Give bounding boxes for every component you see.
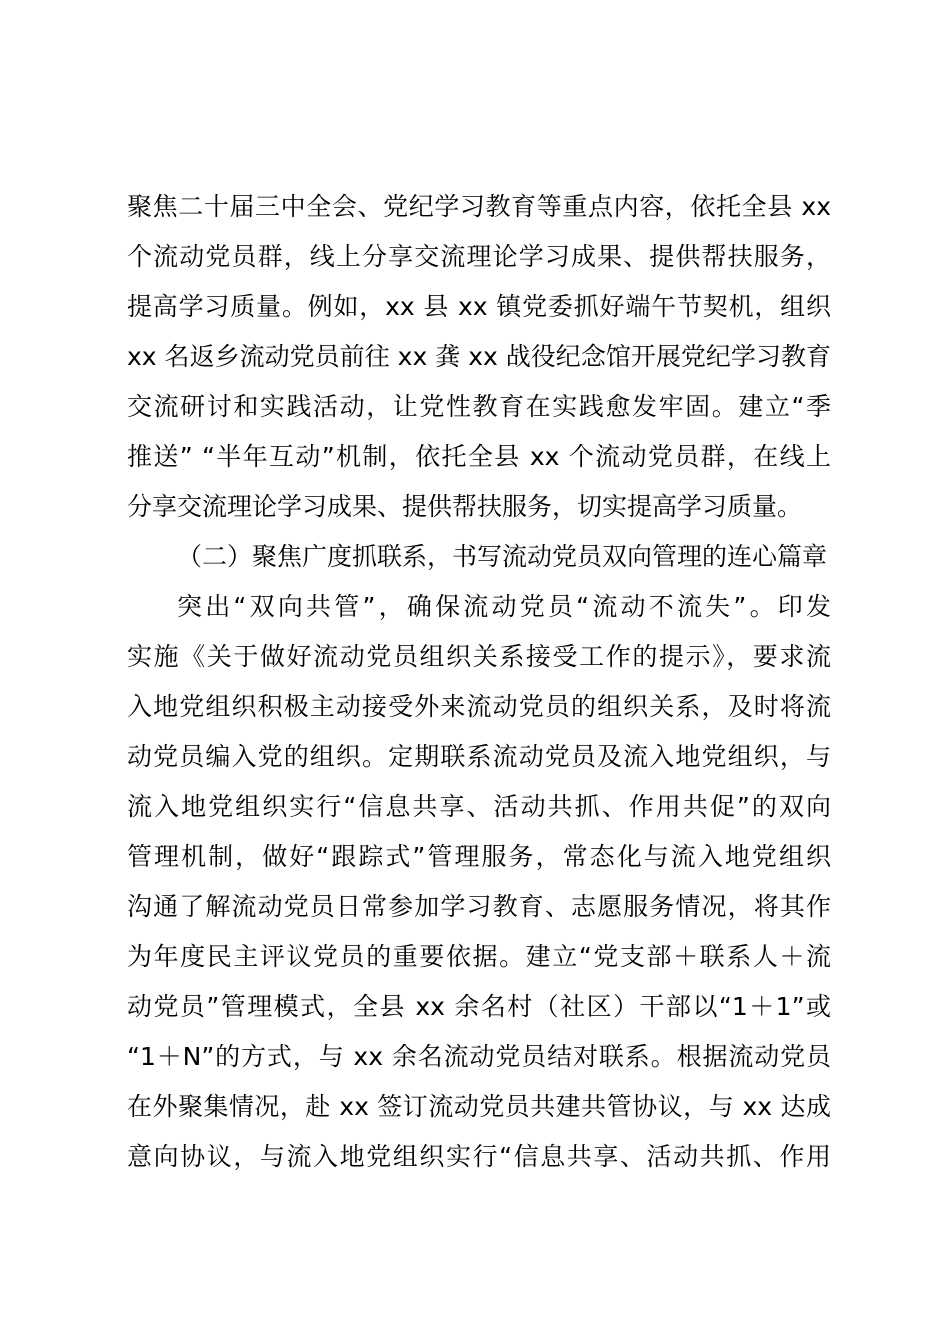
paragraph-line: 聚焦二十届三中全会、党纪学习教育等重点内容，依托全县 xx xyxy=(127,192,831,221)
paragraph-line: 提高学习质量。例如，xx 县 xx 镇党委抓好端午节契机，组织 xyxy=(127,292,831,321)
paragraph-line: 管理机制，做好“跟踪式”管理服务，常态化与流入地党组织 xyxy=(127,842,831,871)
paragraph-line: 动党员”管理模式，全县 xx 余名村（社区）干部以“1＋1”或 xyxy=(127,992,831,1021)
paragraph-line: 动党员编入党的组织。定期联系流动党员及流入地党组织，与 xyxy=(127,742,831,771)
paragraph-line: 推送” “半年互动”机制，依托全县 xx 个流动党员群，在线上 xyxy=(127,442,831,471)
paragraph-2 xyxy=(127,582,831,1182)
section-heading: （二）聚焦广度抓联系，书写流动党员双向管理的连心篇章 xyxy=(177,542,828,571)
paragraph-line: 个流动党员群，线上分享交流理论学习成果、提供帮扶服务， xyxy=(127,242,831,271)
paragraph-line: 入地党组织积极主动接受外来流动党员的组织关系，及时将流 xyxy=(127,692,831,721)
paragraph-line: 在外聚集情况，赴 xx 签订流动党员共建共管协议，与 xx 达成 xyxy=(127,1092,831,1121)
document-page xyxy=(127,182,831,1182)
paragraph-line: 分享交流理论学习成果、提供帮扶服务，切实提高学习质量。 xyxy=(127,492,803,521)
paragraph-line: 实施《关于做好流动党员组织关系接受工作的提示》，要求流 xyxy=(127,642,831,671)
paragraph-line: 沟通了解流动党员日常参加学习教育、志愿服务情况，将其作 xyxy=(127,892,831,921)
paragraph-line: 交流研讨和实践活动，让党性教育在实践愈发牢固。建立“季 xyxy=(127,392,831,421)
paragraph-line: “1＋N”的方式，与 xx 余名流动党员结对联系。根据流动党员 xyxy=(127,1042,831,1071)
paragraph-line: 意向协议，与流入地党组织实行“信息共享、活动共抓、作用 xyxy=(127,1142,831,1171)
paragraph-1 xyxy=(127,182,831,532)
paragraph-line: 突出“双向共管”，确保流动党员“流动不流失”。印发 xyxy=(177,592,831,621)
paragraph-line: xx 名返乡流动党员前往 xx 龚 xx 战役纪念馆开展党纪学习教育 xyxy=(127,342,831,371)
paragraph-line: 流入地党组织实行“信息共享、活动共抓、作用共促”的双向 xyxy=(127,792,831,821)
paragraph-line: 为年度民主评议党员的重要依据。建立“党支部＋联系人＋流 xyxy=(127,942,831,971)
